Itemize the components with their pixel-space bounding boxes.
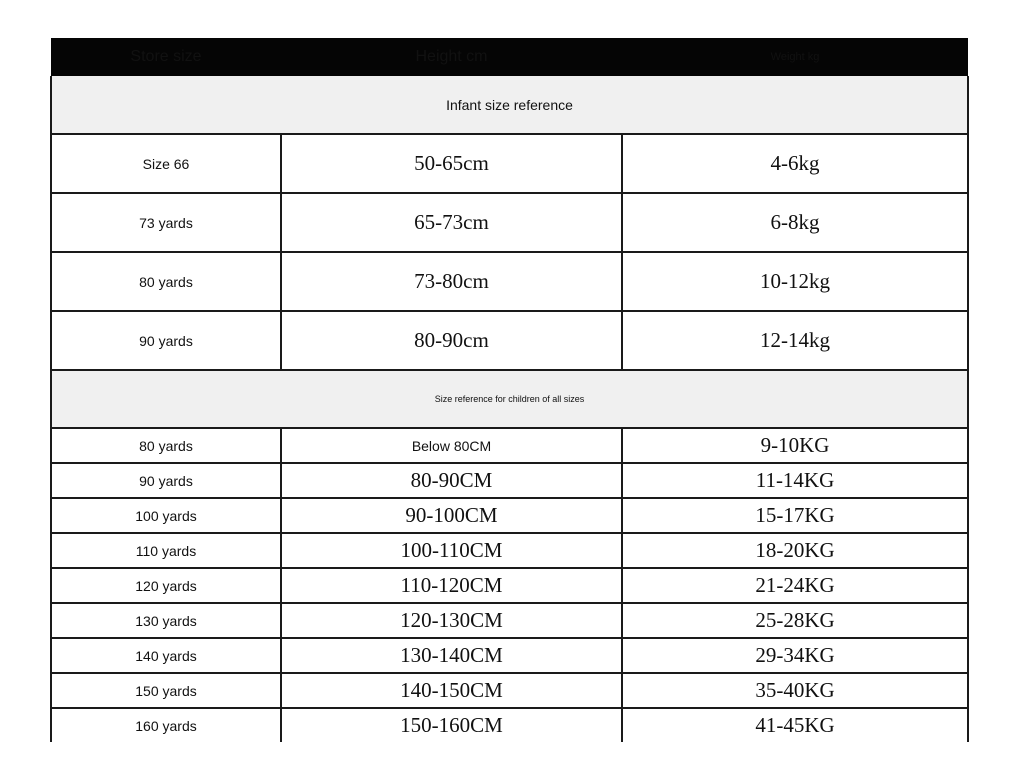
table-row	[51, 568, 968, 603]
height-cell: 110-120CM	[281, 568, 622, 603]
size-cell: 130 yards	[51, 603, 281, 638]
table-row	[51, 603, 968, 638]
height-cell: 130-140CM	[281, 638, 622, 673]
table-row	[51, 463, 968, 498]
height-cell: 140-150CM	[281, 673, 622, 708]
children-section-row	[51, 370, 968, 428]
weight-cell: 25-28KG	[622, 603, 968, 638]
weight-cell: 18-20KG	[622, 533, 968, 568]
table-row	[51, 311, 968, 370]
size-cell: 90 yards	[51, 463, 281, 498]
height-cell: 80-90cm	[281, 311, 622, 370]
size-cell: 160 yards	[51, 708, 281, 742]
size-cell: 100 yards	[51, 498, 281, 533]
height-cell: Below 80CM	[281, 428, 622, 463]
header-store-size: Store size	[51, 38, 281, 76]
table-row	[51, 193, 968, 252]
weight-cell: 41-45KG	[622, 708, 968, 742]
weight-cell: 6-8kg	[622, 193, 968, 252]
size-chart-table	[50, 38, 969, 742]
table-header-row	[51, 38, 968, 76]
height-cell: 50-65cm	[281, 134, 622, 193]
size-cell: 140 yards	[51, 638, 281, 673]
table-row	[51, 673, 968, 708]
header-height: Height cm	[281, 38, 622, 76]
weight-cell: 35-40KG	[622, 673, 968, 708]
height-cell: 120-130CM	[281, 603, 622, 638]
weight-cell: 12-14kg	[622, 311, 968, 370]
weight-cell: 29-34KG	[622, 638, 968, 673]
table-row	[51, 708, 968, 742]
size-cell: 80 yards	[51, 428, 281, 463]
weight-cell: 4-6kg	[622, 134, 968, 193]
table-row	[51, 533, 968, 568]
size-cell: 73 yards	[51, 193, 281, 252]
table-row	[51, 498, 968, 533]
height-cell: 90-100CM	[281, 498, 622, 533]
table-row	[51, 252, 968, 311]
size-cell: 80 yards	[51, 252, 281, 311]
table-row	[51, 638, 968, 673]
table-row	[51, 428, 968, 463]
height-cell: 65-73cm	[281, 193, 622, 252]
infant-section-row	[51, 76, 968, 134]
weight-cell: 11-14KG	[622, 463, 968, 498]
height-cell: 80-90CM	[281, 463, 622, 498]
weight-cell: 10-12kg	[622, 252, 968, 311]
size-cell: 90 yards	[51, 311, 281, 370]
weight-cell: 21-24KG	[622, 568, 968, 603]
size-cell: 150 yards	[51, 673, 281, 708]
children-section-title: Size reference for children of all sizes	[51, 370, 968, 428]
height-cell: 100-110CM	[281, 533, 622, 568]
header-weight: Weight kg	[622, 38, 968, 76]
size-cell: 110 yards	[51, 533, 281, 568]
weight-cell: 15-17KG	[622, 498, 968, 533]
infant-section-title: Infant size reference	[51, 76, 968, 134]
size-cell: 120 yards	[51, 568, 281, 603]
table-row	[51, 134, 968, 193]
height-cell: 150-160CM	[281, 708, 622, 742]
weight-cell: 9-10KG	[622, 428, 968, 463]
height-cell: 73-80cm	[281, 252, 622, 311]
size-cell: Size 66	[51, 134, 281, 193]
